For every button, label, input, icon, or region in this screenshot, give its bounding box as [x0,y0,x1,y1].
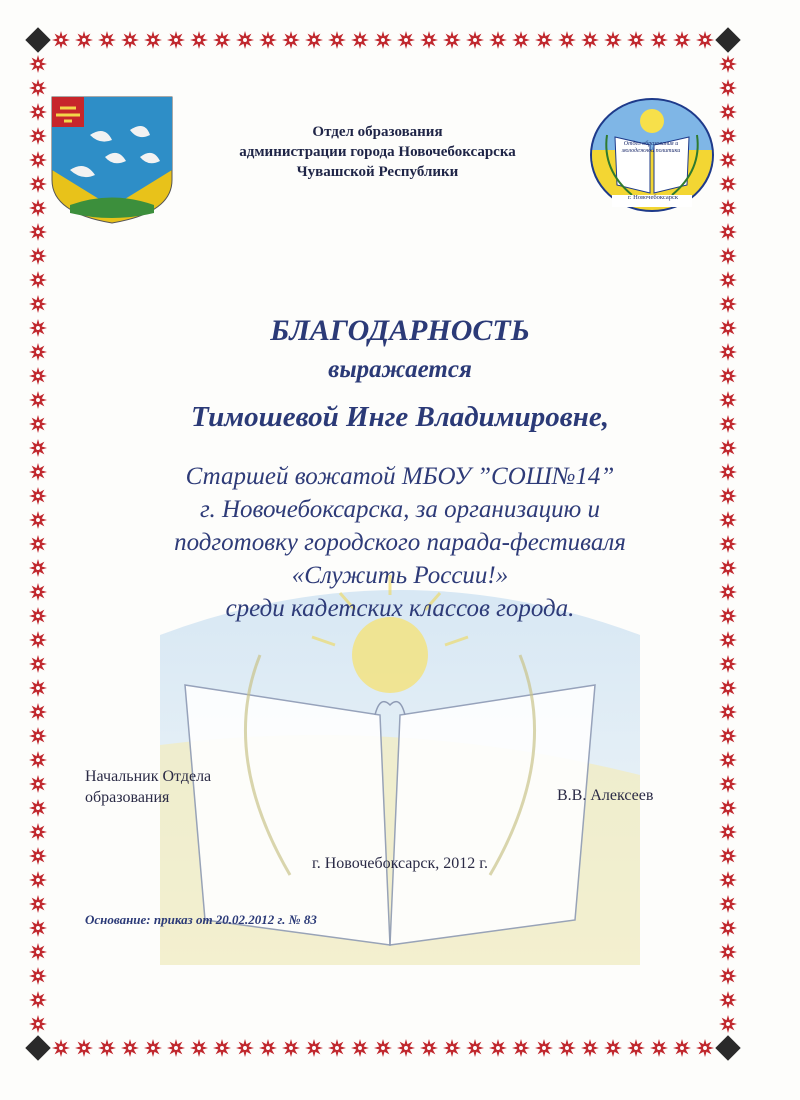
border-star-ornament [420,31,438,49]
border-star-ornament [29,511,47,529]
border-star-ornament [719,847,737,865]
border-star-ornament [443,1039,461,1057]
border-star-ornament [719,799,737,817]
border-star-ornament [29,103,47,121]
border-star-ornament [29,79,47,97]
border-star-ornament [719,79,737,97]
border-star-ornament [719,991,737,1009]
border-star-ornament [29,127,47,145]
border-star-ornament [305,1039,323,1057]
header-line: Отдел образования [312,124,443,140]
border-star-ornament [29,1015,47,1033]
border-star-ornament [719,775,737,793]
border-star-ornament [29,847,47,865]
border-star-ornament [420,1039,438,1057]
border-star-ornament [719,967,737,985]
border-star-ornament [351,1039,369,1057]
signatory-name: В.В. Алексеев [557,787,654,804]
border-star-ornament [719,679,737,697]
border-star-ornament [719,631,737,649]
citation-text [60,460,740,625]
border-star-ornament [443,31,461,49]
border-star-ornament [328,1039,346,1057]
border-star-ornament [29,583,47,601]
border-star-ornament [29,919,47,937]
citation-line: Старшей вожатой МБОУ ”СОШ№14” [185,463,615,490]
border-star-ornament [121,31,139,49]
border-star-ornament [696,31,714,49]
border-star-ornament [466,31,484,49]
border-star-ornament [75,31,93,49]
emblem-caption: Отдел образования и молодежной политики [621,141,681,154]
border-star-ornament [719,367,737,385]
border-star-ornament [213,31,231,49]
border-star-ornament [719,871,737,889]
border-star-ornament [374,1039,392,1057]
header-line: Чувашской Республики [296,164,459,180]
border-star-ornament [627,31,645,49]
border-star-ornament [282,31,300,49]
corner-diamond-ornament [25,1035,50,1060]
place-and-date: г. Новочебоксарск, 2012 г. [311,855,489,872]
issuer-header [175,122,580,182]
border-star-ornament [535,31,553,49]
document-title: БЛАГОДАРНОСТЬ [270,314,530,347]
border-star-ornament [29,367,47,385]
border-star-ornament [581,1039,599,1057]
border-star-ornament [719,1015,737,1033]
border-star-ornament [512,1039,530,1057]
border-star-ornament [29,463,47,481]
border-star-ornament [29,271,47,289]
border-star-ornament [213,1039,231,1057]
border-star-ornament [29,631,47,649]
border-star-ornament [535,1039,553,1057]
border-star-ornament [489,31,507,49]
border-star-ornament [167,1039,185,1057]
border-star-ornament [627,1039,645,1057]
corner-diamond-ornament [715,27,740,52]
citation-line: «Служить России!» [291,562,509,589]
border-star-ornament [29,943,47,961]
border-star-ornament [719,55,737,73]
border-star-ornament [673,1039,691,1057]
border-star-ornament [512,31,530,49]
citation-line: г. Новочебоксарска, за организацию и [200,496,600,523]
border-star-ornament [719,223,737,241]
border-star-ornament [29,439,47,457]
border-star-ornament [29,799,47,817]
border-star-ornament [75,1039,93,1057]
border-star-ornament [719,247,737,265]
header-line: администрации города Новочебоксарска [239,144,516,160]
position-line: образования [85,789,170,806]
recipient-name: Тимошевой Инге Владимировне, [191,401,609,433]
border-star-ornament [29,703,47,721]
border-star-ornament [29,535,47,553]
border-star-ornament [29,559,47,577]
border-star-ornament [121,1039,139,1057]
border-star-ornament [98,1039,116,1057]
border-star-ornament [604,31,622,49]
border-star-ornament [29,55,47,73]
signatory-position [85,766,211,808]
citation-line: подготовку городского парада-фестиваля [174,529,626,556]
border-star-ornament [719,103,737,121]
border-star-ornament [236,31,254,49]
order-basis: Основание: приказ от 20.02.2012 г. № 83 [85,912,317,927]
border-star-ornament [29,727,47,745]
border-star-ornament [29,607,47,625]
border-star-ornament [719,895,737,913]
emblem-city: г. Новочебоксарск [627,194,679,201]
border-star-ornament [719,943,737,961]
border-star-ornament [236,1039,254,1057]
border-star-ornament [29,679,47,697]
border-star-ornament [650,31,668,49]
border-star-ornament [719,439,737,457]
border-star-ornament [29,223,47,241]
border-star-ornament [719,919,737,937]
border-star-ornament [29,487,47,505]
border-star-ornament [29,151,47,169]
border-star-ornament [29,895,47,913]
border-star-ornament [719,703,737,721]
border-star-ornament [29,343,47,361]
border-star-ornament [719,151,737,169]
border-star-ornament [696,1039,714,1057]
border-star-ornament [719,319,737,337]
document-subtitle: выражается [328,356,472,383]
border-star-ornament [259,31,277,49]
border-star-ornament [52,1039,70,1057]
corner-diamond-ornament [25,27,50,52]
border-star-ornament [282,1039,300,1057]
border-star-ornament [29,295,47,313]
border-star-ornament [581,31,599,49]
border-star-ornament [98,31,116,49]
border-star-ornament [144,1039,162,1057]
border-star-ornament [719,295,737,313]
border-star-ornament [167,31,185,49]
border-star-ornament [374,31,392,49]
border-star-ornament [52,31,70,49]
border-star-ornament [719,751,737,769]
border-star-ornament [489,1039,507,1057]
border-star-ornament [328,31,346,49]
border-star-ornament [29,991,47,1009]
border-star-ornament [29,175,47,193]
border-star-ornament [190,1039,208,1057]
border-star-ornament [719,127,737,145]
border-star-ornament [397,31,415,49]
border-star-ornament [29,775,47,793]
border-star-ornament [719,727,737,745]
corner-diamond-ornament [715,1035,740,1060]
border-star-ornament [190,31,208,49]
border-star-ornament [558,1039,576,1057]
border-star-ornament [397,1039,415,1057]
border-star-ornament [466,1039,484,1057]
position-line: Начальник Отдела [85,768,212,785]
citation-line: среди кадетских классов города. [225,595,575,622]
border-star-ornament [29,871,47,889]
city-coat-of-arms [50,95,175,225]
border-star-ornament [29,823,47,841]
border-star-ornament [351,31,369,49]
border-star-ornament [29,967,47,985]
border-star-ornament [29,655,47,673]
border-star-ornament [558,31,576,49]
border-star-ornament [29,751,47,769]
border-star-ornament [29,199,47,217]
border-star-ornament [719,823,737,841]
border-star-ornament [29,319,47,337]
border-star-ornament [144,31,162,49]
border-star-ornament [719,655,737,673]
border-star-ornament [29,391,47,409]
border-star-ornament [650,1039,668,1057]
border-star-ornament [604,1039,622,1057]
border-star-ornament [305,31,323,49]
border-star-ornament [719,343,737,361]
border-star-ornament [719,175,737,193]
border-star-ornament [719,271,737,289]
border-star-ornament [673,31,691,49]
education-dept-emblem [587,95,717,220]
border-star-ornament [29,415,47,433]
border-star-ornament [29,247,47,265]
border-star-ornament [259,1039,277,1057]
border-star-ornament [719,199,737,217]
